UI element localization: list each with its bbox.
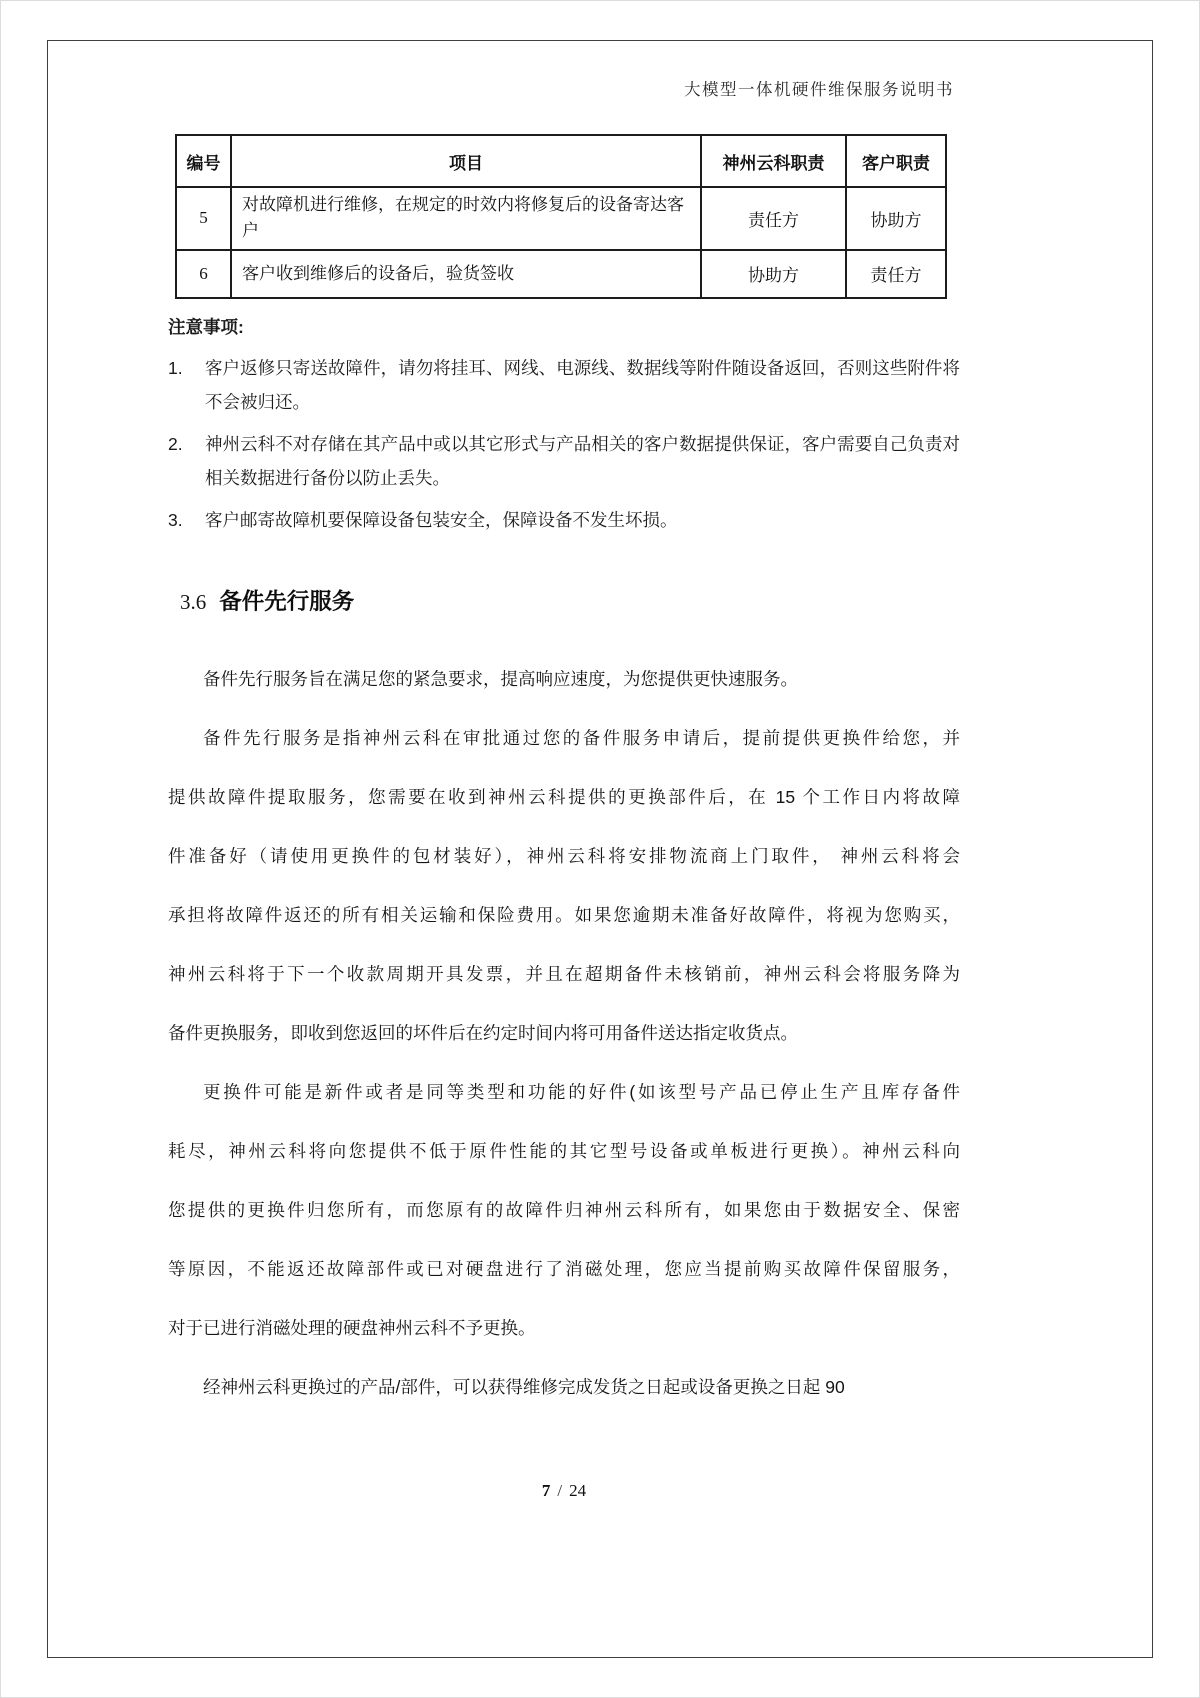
list-item-text: 客户邮寄故障机要保障设备包装安全，保障设备不发生坏损。 — [205, 510, 678, 531]
list-item — [168, 428, 960, 495]
column-header-item: 项目 — [231, 135, 701, 187]
row-vendor-role: 责任方 — [701, 187, 846, 250]
column-header-customer-role: 客户职责 — [846, 135, 946, 187]
paragraph-line: 经神州云科更换过的产品/部件，可以获得维修完成发货之日起或设备更换之日起 90 — [203, 1377, 845, 1397]
body-text — [168, 650, 960, 1417]
row-vendor-role: 协助方 — [701, 250, 846, 298]
row-item-text: 对故障机进行维修，在规定的时效内将修复后的设备寄达客户 — [231, 187, 701, 250]
list-item-number: 3. — [168, 510, 183, 531]
page-footer — [168, 1481, 960, 1501]
paragraph-line: 承担将故障件返还的所有相关运输和保险费用。如果您逾期未准备好故障件，将视为您购买， — [168, 905, 960, 925]
footer-total-pages: 24 — [569, 1481, 587, 1500]
row-number: 5 — [176, 187, 231, 250]
table-header-row — [176, 135, 946, 187]
responsibility-table — [175, 134, 947, 299]
paragraph-line: 备件先行服务旨在满足您的紧急要求，提高响应速度，为您提供更快速服务。 — [203, 669, 798, 689]
list-item-text: 客户返修只寄送故障件，请勿将挂耳、网线、电源线、数据线等附件随设备返回，否则这些附件将不会被归还。 — [205, 358, 960, 412]
table-row — [176, 187, 946, 250]
paragraph-line: 件准备好（请使用更换件的包材装好），神州云科将安排物流商上门取件， 神州云科将会 — [168, 846, 960, 866]
paragraph-line: 提供故障件提取服务，您需要在收到神州云科提供的更换部件后，在 15 个工作日内将故障 — [168, 787, 960, 807]
paragraph-line: 更换件可能是新件或者是同等类型和功能的好件(如该型号产品已停止生产且库存备件 — [203, 1082, 960, 1102]
section-heading — [180, 584, 354, 616]
row-number: 6 — [176, 250, 231, 298]
list-item-text: 神州云科不对存储在其产品中或以其它形式与产品相关的客户数据提供保证，客户需要自己负责对相关数据进行备份以防止丢失。 — [205, 434, 960, 488]
column-header-vendor-role: 神州云科职责 — [701, 135, 846, 187]
row-item-text: 客户收到维修后的设备后，验货签收 — [231, 250, 701, 298]
paragraph-line: 备件先行服务是指神州云科在审批通过您的备件服务申请后，提前提供更换件给您，并 — [203, 728, 960, 748]
section-title: 备件先行服务 — [219, 589, 355, 614]
list-item-number: 2. — [168, 434, 183, 455]
row-customer-role: 协助方 — [846, 187, 946, 250]
list-item — [168, 352, 960, 419]
notes-title: 注意事项: — [168, 317, 244, 337]
row-customer-role: 责任方 — [846, 250, 946, 298]
paragraph-line: 备件更换服务，即收到您返回的坏件后在约定时间内将可用备件送达指定收货点。 — [168, 1023, 798, 1043]
list-item — [168, 504, 960, 538]
footer-separator: / — [557, 1481, 563, 1500]
paragraph-line: 对于已进行消磁处理的硬盘神州云科不予更换。 — [168, 1318, 536, 1338]
paragraph-line: 等原因，不能返还故障部件或已对硬盘进行了消磁处理，您应当提前购买故障件保留服务， — [168, 1259, 960, 1279]
column-header-number: 编号 — [176, 135, 231, 187]
paragraph-line: 您提供的更换件归您所有，而您原有的故障件归神州云科所有，如果您由于数据安全、保密 — [168, 1200, 960, 1220]
list-item-number: 1. — [168, 358, 183, 378]
paragraph-line: 耗尽，神州云科将向您提供不低于原件性能的其它型号设备或单板进行更换）。神州云科向 — [168, 1141, 960, 1161]
document-header-title: 大模型一体机硬件维保服务说明书 — [684, 80, 954, 99]
paragraph-line: 神州云科将于下一个收款周期开具发票，并且在超期备件未核销前，神州云科会将服务降为 — [168, 964, 960, 984]
section-number: 3.6 — [180, 590, 207, 614]
notes-section — [168, 314, 960, 547]
footer-page-number: 7 — [541, 1481, 551, 1500]
table-row — [176, 250, 946, 298]
